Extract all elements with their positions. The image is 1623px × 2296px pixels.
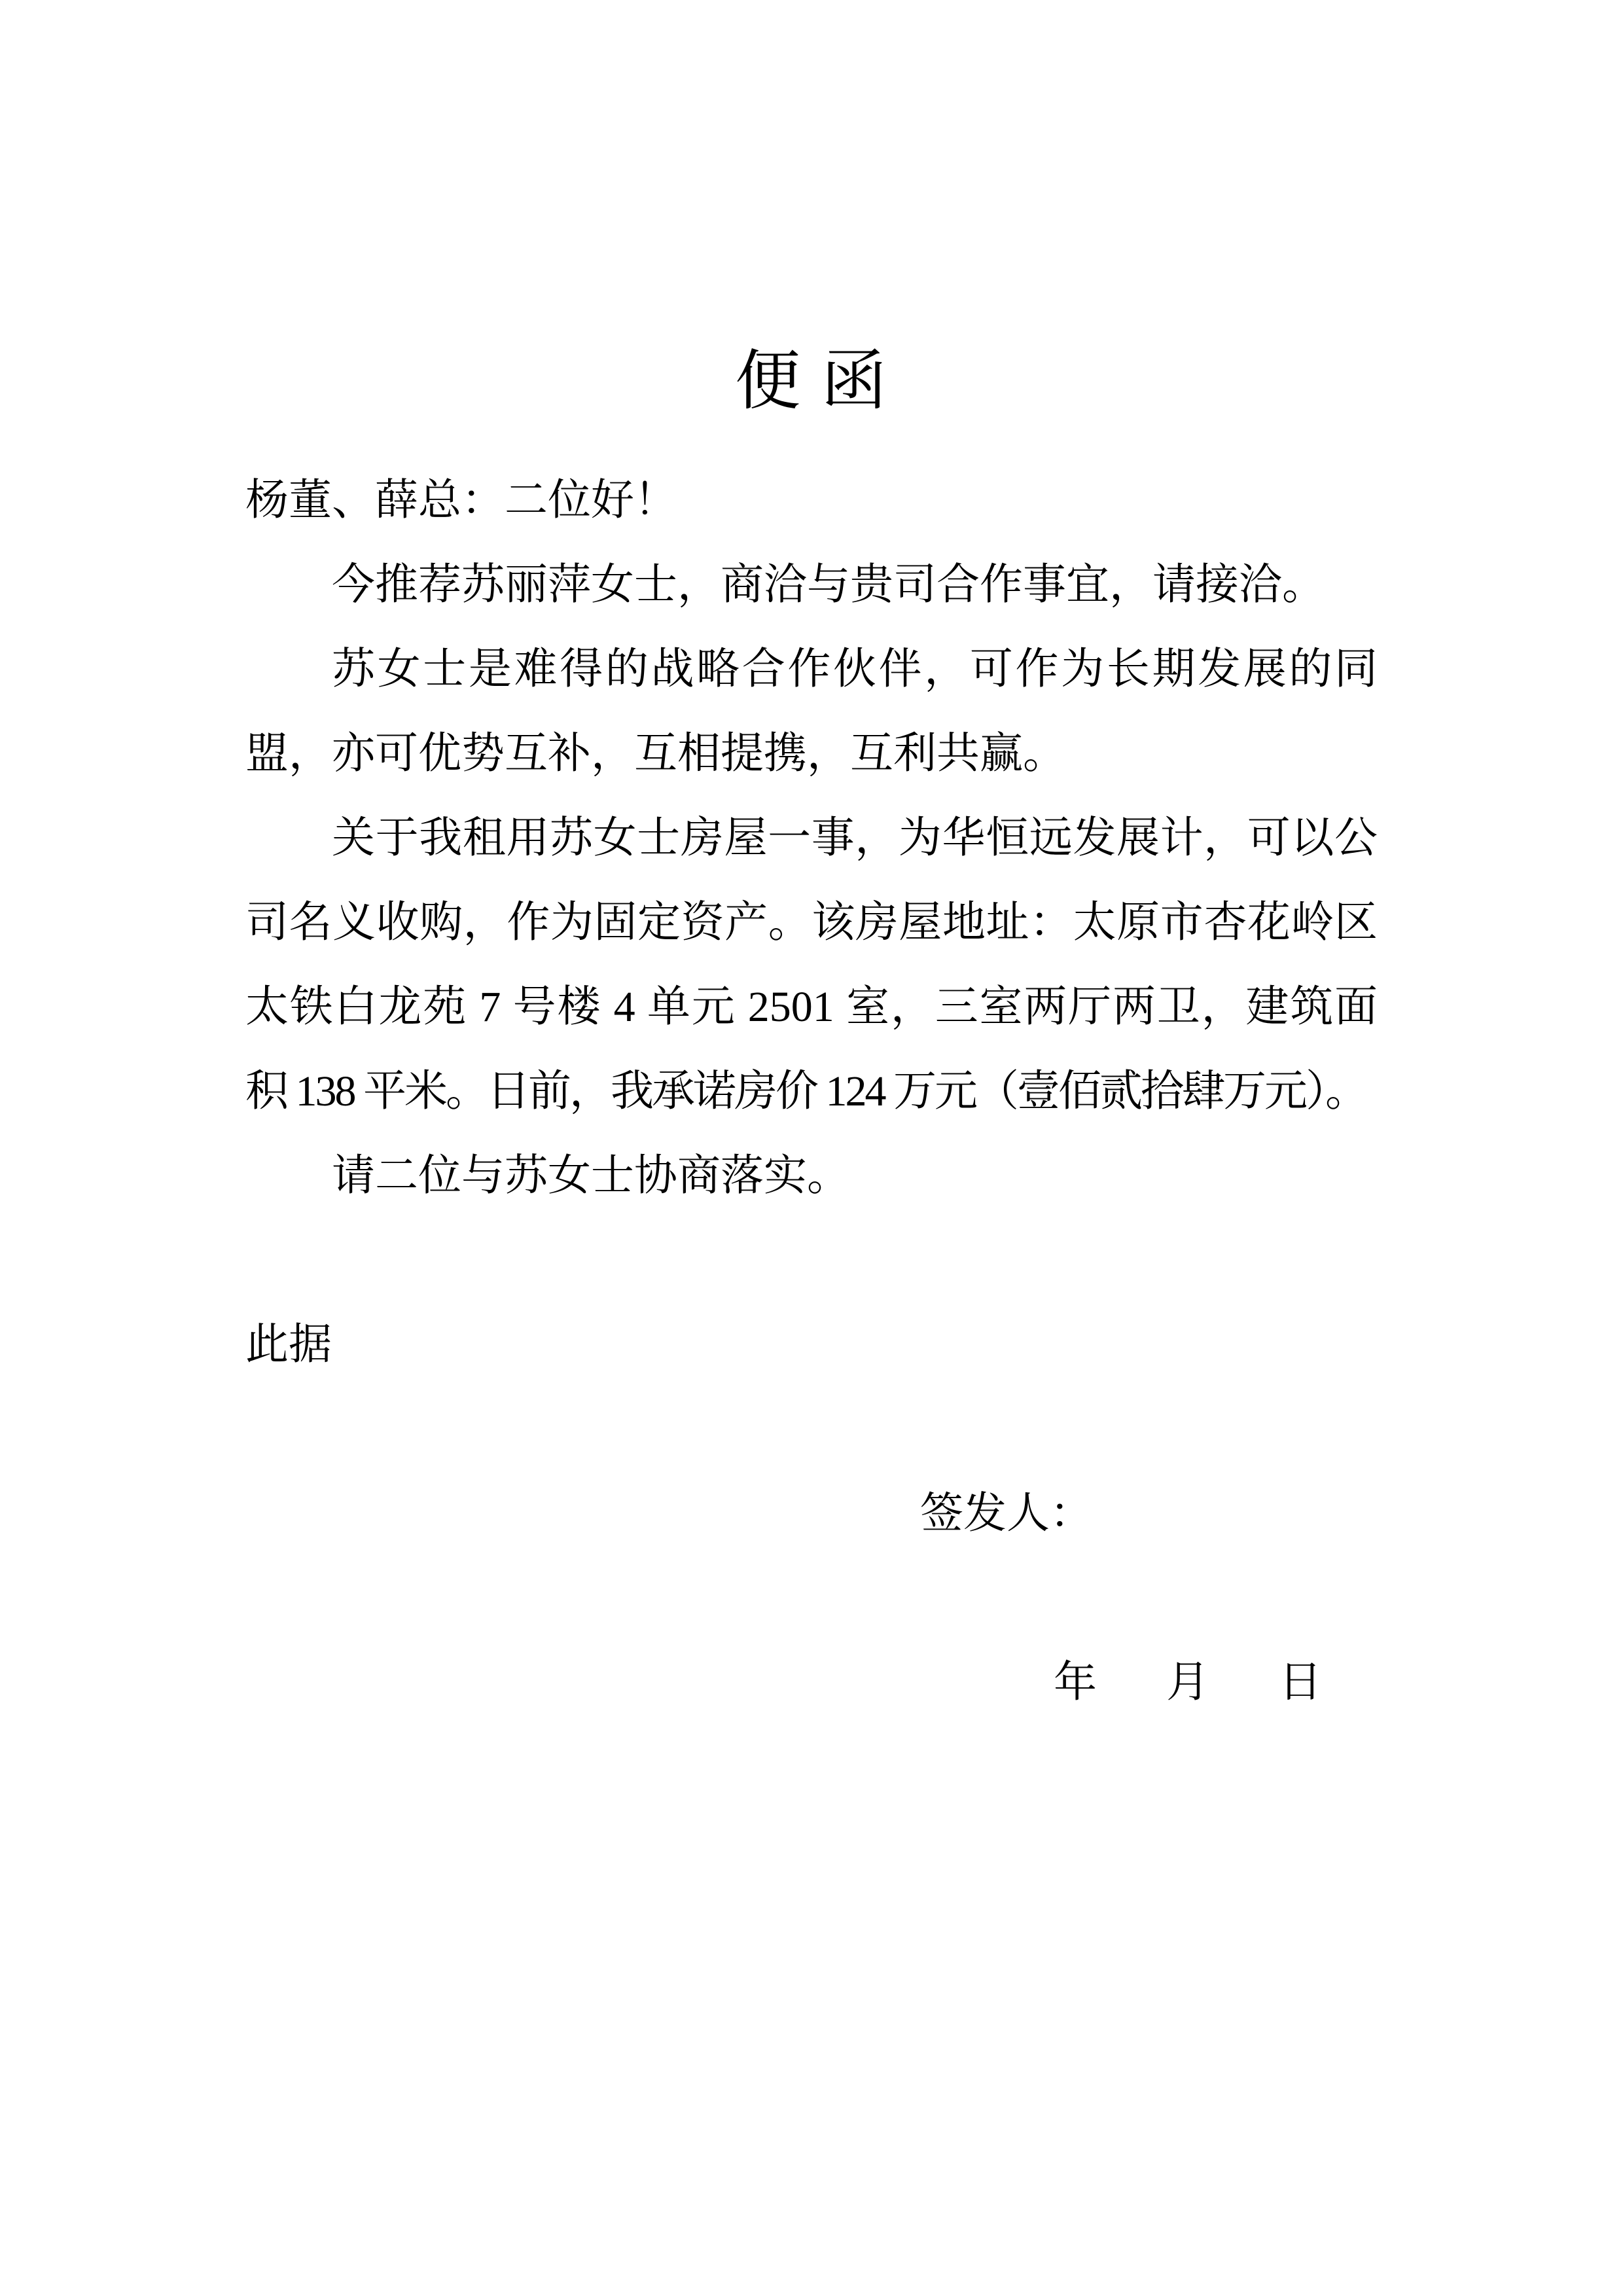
page-title: 便 函 [735, 344, 888, 418]
memo-body [245, 458, 1378, 1725]
body-line: 司名义收购，作为固定资产。该房屋地址：太原市杏花岭区 [245, 899, 1378, 946]
body-line: 盟，亦可优势互补，互相提携，互利共赢。 [245, 730, 1066, 778]
day-label: 日 [1279, 1659, 1322, 1706]
signer-label: 签发人： [920, 1490, 1093, 1537]
body-line: 请二位与苏女士协商落实。 [332, 1152, 850, 1200]
signer-line [245, 1471, 1378, 1556]
month-label: 月 [1166, 1659, 1209, 1706]
salutation-line: 杨董、薛总：二位好！ [245, 476, 677, 524]
body-line: 关于我租用苏女士房屋一事，为华恒远发展计，可以公 [332, 814, 1378, 862]
body-line: 太铁白龙苑 7 号楼 4 单元 2501 室，三室两厅两卫，建筑面 [245, 983, 1378, 1031]
blank-line [245, 1556, 1378, 1640]
blank-line [245, 1218, 1378, 1302]
body-line: 积 138 平米。日前，我承诺房价 124 万元（壹佰贰拾肆万元）。 [245, 1067, 1366, 1115]
date-line [245, 1640, 1378, 1725]
body-line: 苏女士是难得的战略合作伙伴，可作为长期发展的同 [332, 645, 1378, 693]
year-label: 年 [1054, 1659, 1097, 1706]
body-line: 今推荐苏丽萍女士，商洽与贵司合作事宜，请接洽。 [332, 561, 1325, 609]
blank-line [245, 1387, 1378, 1471]
closing-line: 此据 [245, 1321, 332, 1369]
